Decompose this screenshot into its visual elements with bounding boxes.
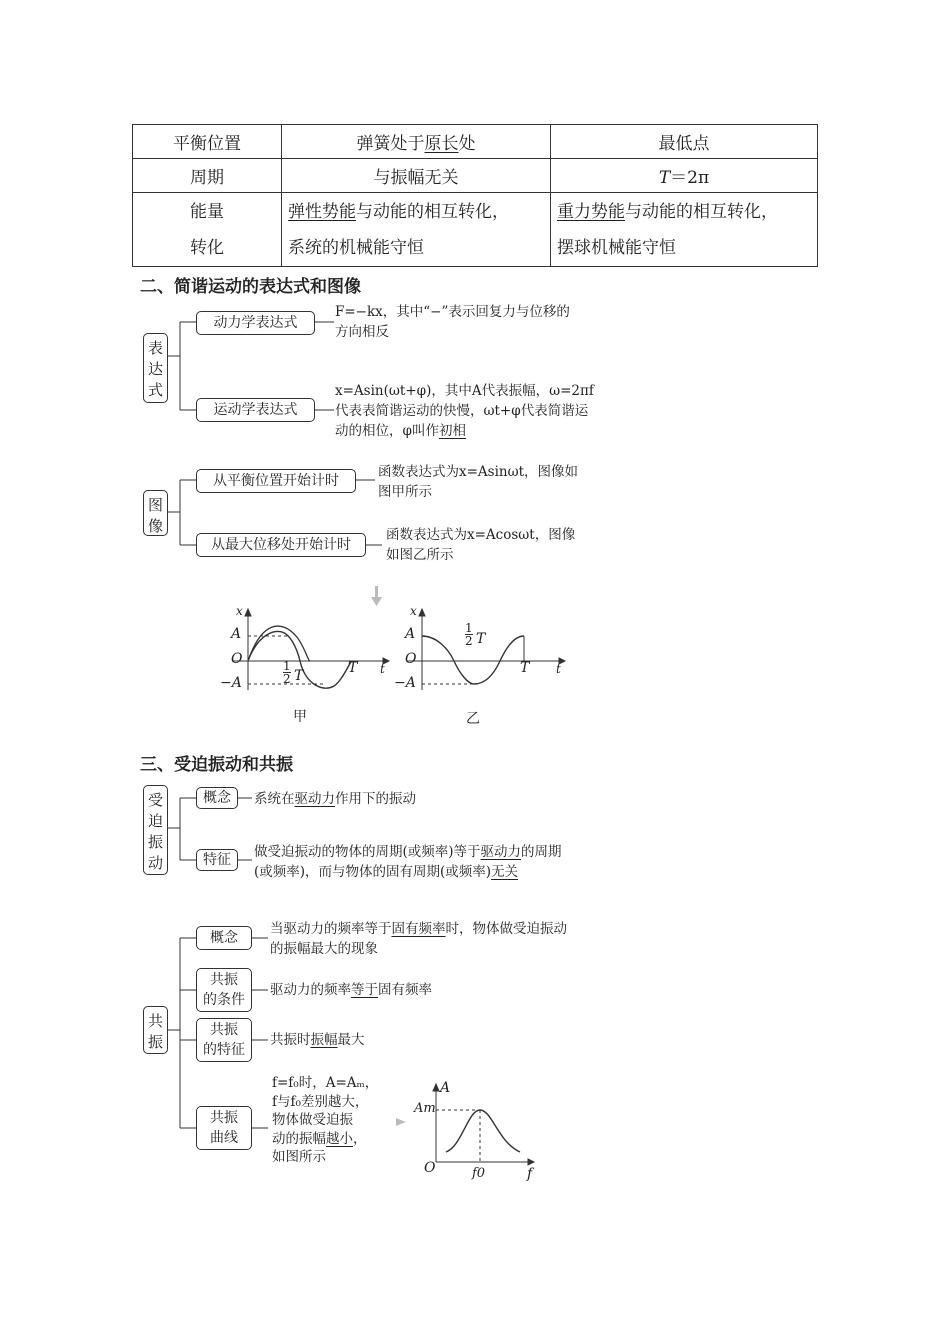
cell-line: 摆球机械能守恒 <box>557 237 676 258</box>
axis-label: T <box>520 660 530 676</box>
text-line: 函数表达式为x=Asinωt，图像如 <box>378 464 579 480</box>
text-line: f=f₀时，A=Aₘ， <box>272 1075 379 1091</box>
text-line: 如图所示 <box>272 1149 326 1165</box>
text-line: 如图乙所示 <box>386 547 454 563</box>
axis-label: A <box>440 1080 451 1096</box>
resonance-condition-box: 共振 的条件 <box>196 968 252 1012</box>
forced-concept-text: 系统在驱动力作用下的振动 <box>254 791 416 807</box>
label-char: 迫 <box>147 812 163 830</box>
label-char: 振 <box>147 833 163 851</box>
axis-label: O <box>231 651 243 667</box>
from-equilibrium-box: 从平衡位置开始计时 <box>196 469 356 493</box>
label-char: 图 <box>147 496 163 514</box>
axis-label: O <box>405 651 417 667</box>
label-char: 振 <box>147 1033 163 1051</box>
resonance-curve <box>446 1110 520 1152</box>
table-cell: 周期 <box>133 159 282 193</box>
axis-label: t <box>556 662 561 676</box>
half-fraction: 1 2 <box>283 659 291 686</box>
label-char: 表 <box>147 339 163 357</box>
text-line: 图甲所示 <box>378 484 432 500</box>
section2-title: 二、简谐运动的表达式和图像 <box>140 277 361 297</box>
text-line: 动的相位，φ叫作初相 <box>335 423 466 439</box>
cell-line: 重力势能与动能的相互转化， <box>557 201 778 222</box>
cell-line: 弹性势能与动能的相互转化， <box>288 201 509 222</box>
cell-line: 能量 <box>190 201 224 222</box>
axis-label: −A <box>394 675 416 691</box>
axis-label: A <box>231 626 242 642</box>
axis-label: x <box>410 604 417 618</box>
table-cell: 平衡位置 <box>133 125 282 159</box>
label-char: 式 <box>147 381 163 399</box>
section3-title: 三、受迫振动和共振 <box>140 755 293 775</box>
text-line: 做受迫振动的物体的周期(或频率)等于驱动力的周期 <box>254 844 562 860</box>
axis-label: A <box>405 626 416 642</box>
text-line: 物体做受迫振 <box>272 1112 353 1128</box>
resonance-condition-text: 驱动力的频率等于固有频率 <box>270 982 432 998</box>
axis-label: T <box>348 660 358 676</box>
axis-label: −A <box>220 675 242 691</box>
axis-label: f0 <box>472 1166 486 1181</box>
text-line: F=−kx，其中“−”表示回复力与位移的 <box>335 304 570 320</box>
label-char: 动 <box>147 854 163 872</box>
axis-label: T <box>476 631 486 647</box>
graph-caption: 甲 <box>293 709 307 725</box>
axis-label: t <box>380 662 385 676</box>
forced-concept-box: 概念 <box>196 787 238 809</box>
text-line: 方向相反 <box>335 324 389 340</box>
table-cell: T＝2π <box>551 159 818 193</box>
text-line: 的振幅最大的现象 <box>270 941 378 957</box>
text-line: 动的振幅越小， <box>272 1130 367 1147</box>
kinematics-expression-box: 运动学表达式 <box>196 398 315 422</box>
label-char: 像 <box>147 517 163 535</box>
table-cell: 最低点 <box>551 125 818 159</box>
axis-label: x <box>236 604 243 618</box>
cell-line: 系统的机械能守恒 <box>288 237 424 258</box>
dynamics-expression-box: 动力学表达式 <box>196 311 315 335</box>
table-cell: 弹簧处于原长处 <box>282 125 551 159</box>
text-line: (或频率)，而与物体的固有周期(或频率)无关 <box>254 864 519 880</box>
resonance-feature-box: 共振 的特征 <box>196 1018 252 1062</box>
text-line: 代表表简谐运动的快慢，ωt+φ代表简谐运 <box>335 403 589 419</box>
label-char: 受 <box>147 791 163 809</box>
text-line: 函数表达式为x=Acosωt，图像 <box>386 527 576 543</box>
graph-caption: 乙 <box>466 711 480 727</box>
resonance-curve-box: 共振 曲线 <box>196 1106 252 1150</box>
resonance-feature-text: 共振时振幅最大 <box>270 1032 365 1048</box>
axis-label: O <box>424 1160 436 1176</box>
resonance-concept-box: 概念 <box>196 926 252 950</box>
axis-label: Am <box>414 1101 436 1116</box>
axis-label: f <box>527 1166 533 1182</box>
half-fraction: 1 2 <box>465 621 473 648</box>
axis-label: T <box>294 668 304 684</box>
cell-line: 转化 <box>190 237 224 258</box>
forced-feature-box: 特征 <box>196 849 238 871</box>
table-cell: 与振幅无关 <box>282 159 551 193</box>
text-line: x=Asin(ωt+φ)，其中A代表振幅，ω=2πf <box>335 383 594 399</box>
label-char: 共 <box>147 1012 163 1030</box>
text-line: 当驱动力的频率等于固有频率时，物体做受迫振动 <box>270 921 567 937</box>
text-line: f与f₀差别越大， <box>272 1093 369 1110</box>
from-max-displacement-box: 从最大位移处开始计时 <box>196 533 366 557</box>
label-char: 达 <box>147 360 163 378</box>
